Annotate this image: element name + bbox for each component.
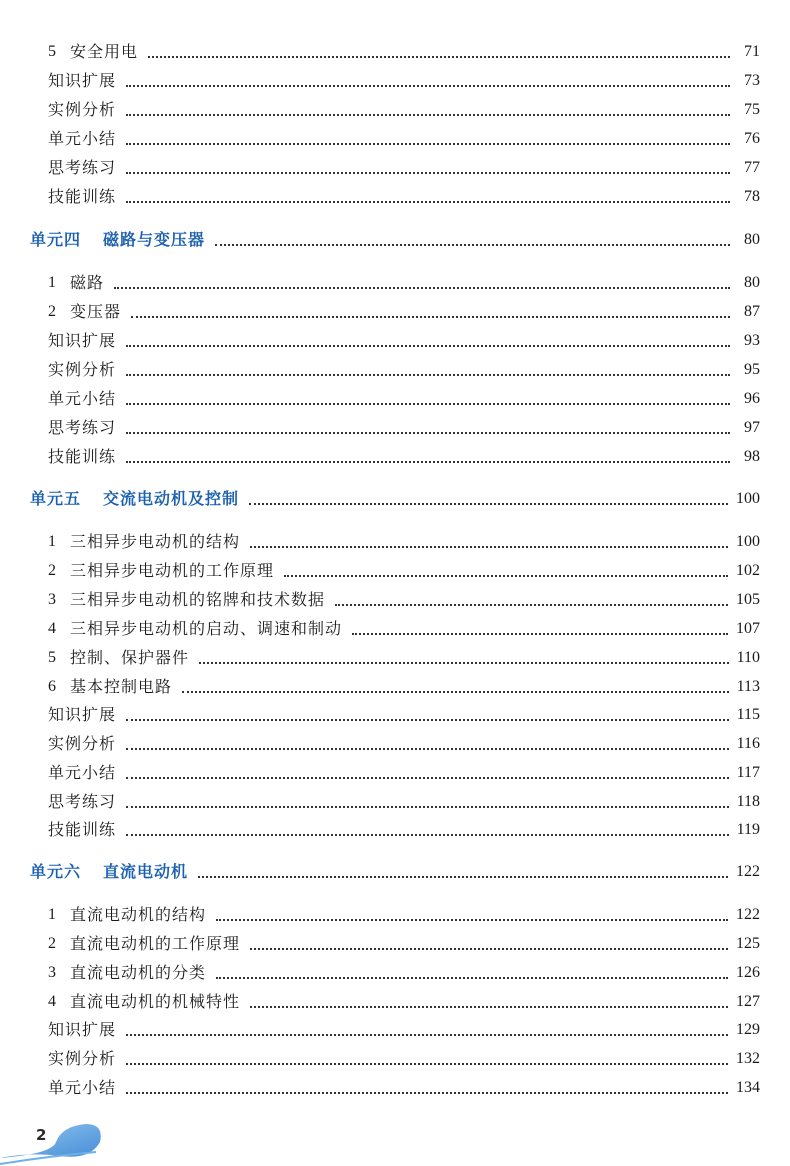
toc-title: 三相异步电动机的工作原理 — [70, 561, 275, 580]
toc-title: 思考练习 — [48, 158, 117, 177]
toc-row[interactable] — [48, 755, 760, 783]
toc-title: 实例分析 — [48, 100, 117, 119]
toc-row[interactable] — [48, 611, 760, 639]
toc-row[interactable] — [48, 640, 760, 668]
toc-unit-heading[interactable] — [30, 854, 760, 882]
toc-number: 2 — [48, 935, 56, 952]
toc-leader-dots — [198, 876, 728, 878]
toc-unit-heading[interactable] — [30, 222, 760, 250]
toc-number: 1 — [48, 274, 56, 291]
toc-row[interactable] — [48, 121, 760, 149]
toc-row[interactable] — [48, 1041, 760, 1069]
toc-row[interactable] — [48, 1012, 760, 1040]
toc-title: 知识扩展 — [48, 71, 117, 90]
toc-page-number: 87 — [744, 303, 760, 320]
toc-row[interactable] — [48, 410, 760, 438]
toc-title: 单元小结 — [48, 1078, 117, 1097]
toc-leader-dots — [250, 948, 728, 950]
toc-title: 磁路 — [70, 273, 105, 292]
toc-title: 变压器 — [70, 302, 122, 321]
toc-title: 知识扩展 — [48, 331, 117, 350]
toc-leader-dots — [352, 633, 728, 635]
toc-page-number: 117 — [736, 764, 760, 781]
toc-leader-dots — [215, 244, 730, 246]
toc-number: 6 — [48, 678, 56, 695]
toc-number: 1 — [48, 906, 56, 923]
toc-row[interactable] — [48, 1070, 760, 1098]
toc-title: 实例分析 — [48, 734, 117, 753]
toc-leader-dots — [126, 1063, 728, 1065]
toc-leader-dots — [126, 719, 729, 721]
toc-page-number: 80 — [744, 231, 760, 248]
toc-leader-dots — [126, 806, 729, 808]
toc-page-number: 132 — [736, 1050, 760, 1067]
toc-row[interactable] — [48, 439, 760, 467]
toc-page-number: 118 — [736, 793, 760, 810]
toc-leader-dots — [249, 503, 728, 505]
toc-row[interactable] — [48, 294, 760, 322]
toc-title: 三相异步电动机的铭牌和技术数据 — [70, 590, 326, 609]
toc-page-number: 73 — [744, 72, 760, 89]
toc-leader-dots — [250, 546, 728, 548]
toc-leader-dots — [126, 777, 729, 779]
toc-number: 3 — [48, 964, 56, 981]
toc-title: 思考练习 — [48, 418, 117, 437]
toc-page-number: 71 — [744, 43, 760, 60]
toc-number: 1 — [48, 533, 56, 550]
toc-leader-dots — [126, 461, 730, 463]
toc-leader-dots — [335, 604, 728, 606]
toc-unit-label: 单元五 — [30, 489, 82, 508]
toc-leader-dots — [148, 56, 730, 58]
toc-row[interactable] — [48, 955, 760, 983]
toc-unit-title: 磁路与变压器 — [103, 230, 206, 249]
toc-page-number: 116 — [736, 735, 760, 752]
toc-leader-dots — [126, 85, 730, 87]
toc-page-number: 80 — [744, 274, 760, 291]
toc-leader-dots — [126, 748, 729, 750]
toc-unit-label: 单元六 — [30, 862, 82, 881]
toc-page-number: 113 — [736, 678, 760, 695]
toc-row[interactable] — [48, 63, 760, 91]
toc-page-number: 93 — [744, 332, 760, 349]
toc-leader-dots — [216, 977, 728, 979]
toc-title: 基本控制电路 — [70, 677, 173, 696]
toc-title: 安全用电 — [70, 42, 139, 61]
toc-unit-heading[interactable] — [30, 481, 760, 509]
toc-page-number: 110 — [736, 649, 760, 666]
toc-title: 单元小结 — [48, 763, 117, 782]
toc-title: 实例分析 — [48, 360, 117, 379]
toc-page-number: 105 — [736, 591, 760, 608]
toc-leader-dots — [126, 143, 730, 145]
toc-leader-dots — [126, 432, 730, 434]
toc-leader-dots — [250, 1006, 728, 1008]
toc-leader-dots — [126, 374, 730, 376]
toc-page-number: 129 — [736, 1021, 760, 1038]
toc-page-number: 125 — [736, 935, 760, 952]
toc-page-number: 95 — [744, 361, 760, 378]
toc-page-number: 96 — [744, 390, 760, 407]
toc-row[interactable] — [48, 984, 760, 1012]
toc-title: 三相异步电动机的结构 — [70, 532, 241, 551]
toc-page-number: 134 — [736, 1079, 760, 1096]
toc-row[interactable] — [48, 897, 760, 925]
toc-leader-dots — [182, 691, 729, 693]
toc-number: 3 — [48, 591, 56, 608]
toc-leader-dots — [126, 403, 730, 405]
toc-number: 4 — [48, 993, 56, 1010]
toc-page-number: 122 — [736, 863, 760, 880]
toc-title: 技能训练 — [48, 187, 117, 206]
toc-leader-dots — [126, 834, 729, 836]
toc-title: 技能训练 — [48, 820, 117, 839]
toc-row[interactable] — [48, 265, 760, 293]
toc-row[interactable] — [48, 92, 760, 120]
toc-title: 单元小结 — [48, 389, 117, 408]
toc-leader-dots — [126, 1034, 728, 1036]
toc-row[interactable] — [48, 812, 760, 840]
toc-title: 知识扩展 — [48, 705, 117, 724]
toc-page-number: 100 — [736, 490, 760, 507]
toc-title: 控制、保护器件 — [70, 648, 190, 667]
toc-unit-title: 直流电动机 — [103, 862, 189, 881]
toc-number: 5 — [48, 43, 56, 60]
toc-title: 实例分析 — [48, 1049, 117, 1068]
toc-page-number: 77 — [744, 159, 760, 176]
toc-leader-dots — [126, 1092, 728, 1094]
toc-leader-dots — [114, 287, 730, 289]
toc-unit-title: 交流电动机及控制 — [103, 489, 240, 508]
toc-row[interactable] — [48, 323, 760, 351]
toc-title: 直流电动机的机械特性 — [70, 992, 241, 1011]
toc-leader-dots — [199, 662, 729, 664]
page-footer — [0, 1112, 790, 1166]
toc-leader-dots — [131, 316, 730, 318]
toc-page-number: 107 — [736, 620, 760, 637]
toc-unit-label: 单元四 — [30, 230, 82, 249]
toc-title: 直流电动机的分类 — [70, 963, 207, 982]
toc-title: 技能训练 — [48, 447, 117, 466]
toc-row[interactable] — [48, 34, 760, 62]
toc-number: 5 — [48, 649, 56, 666]
toc-page-number: 97 — [744, 419, 760, 436]
page-number: 2 — [36, 1126, 47, 1144]
toc-leader-dots — [126, 201, 730, 203]
toc-row[interactable] — [48, 150, 760, 178]
toc-title: 单元小结 — [48, 129, 117, 148]
toc-row[interactable] — [48, 582, 760, 610]
toc-page-number: 75 — [744, 101, 760, 118]
toc-number: 2 — [48, 303, 56, 320]
toc-row[interactable] — [48, 726, 760, 754]
toc-row[interactable] — [48, 381, 760, 409]
toc-page-number: 126 — [736, 964, 760, 981]
toc-row[interactable] — [48, 553, 760, 581]
toc-title: 直流电动机的结构 — [70, 905, 207, 924]
toc-number: 2 — [48, 562, 56, 579]
toc-page-number: 100 — [736, 533, 760, 550]
toc-page-number: 78 — [744, 188, 760, 205]
toc-row[interactable] — [48, 784, 760, 812]
toc-leader-dots — [216, 919, 728, 921]
toc-row[interactable] — [48, 179, 760, 207]
toc-page-number: 122 — [736, 906, 760, 923]
toc-page-number: 98 — [744, 448, 760, 465]
toc-row[interactable] — [48, 524, 760, 552]
toc-row[interactable] — [48, 926, 760, 954]
toc-leader-dots — [126, 345, 730, 347]
toc-page-number: 115 — [736, 706, 760, 723]
toc-leader-dots — [284, 575, 728, 577]
toc-page-number: 102 — [736, 562, 760, 579]
toc-row[interactable] — [48, 352, 760, 380]
toc-title: 知识扩展 — [48, 1020, 117, 1039]
toc-number: 4 — [48, 620, 56, 637]
toc-leader-dots — [126, 114, 730, 116]
toc-title: 直流电动机的工作原理 — [70, 934, 241, 953]
toc-page-number: 127 — [736, 993, 760, 1010]
toc-title: 三相异步电动机的启动、调速和制动 — [70, 619, 343, 638]
toc-leader-dots — [126, 172, 730, 174]
toc-page-number: 76 — [744, 130, 760, 147]
page-swoosh-decoration — [0, 1112, 140, 1166]
toc-row[interactable] — [48, 697, 760, 725]
toc-row[interactable] — [48, 669, 760, 697]
toc-page-number: 119 — [736, 821, 760, 838]
toc-title: 思考练习 — [48, 792, 117, 811]
